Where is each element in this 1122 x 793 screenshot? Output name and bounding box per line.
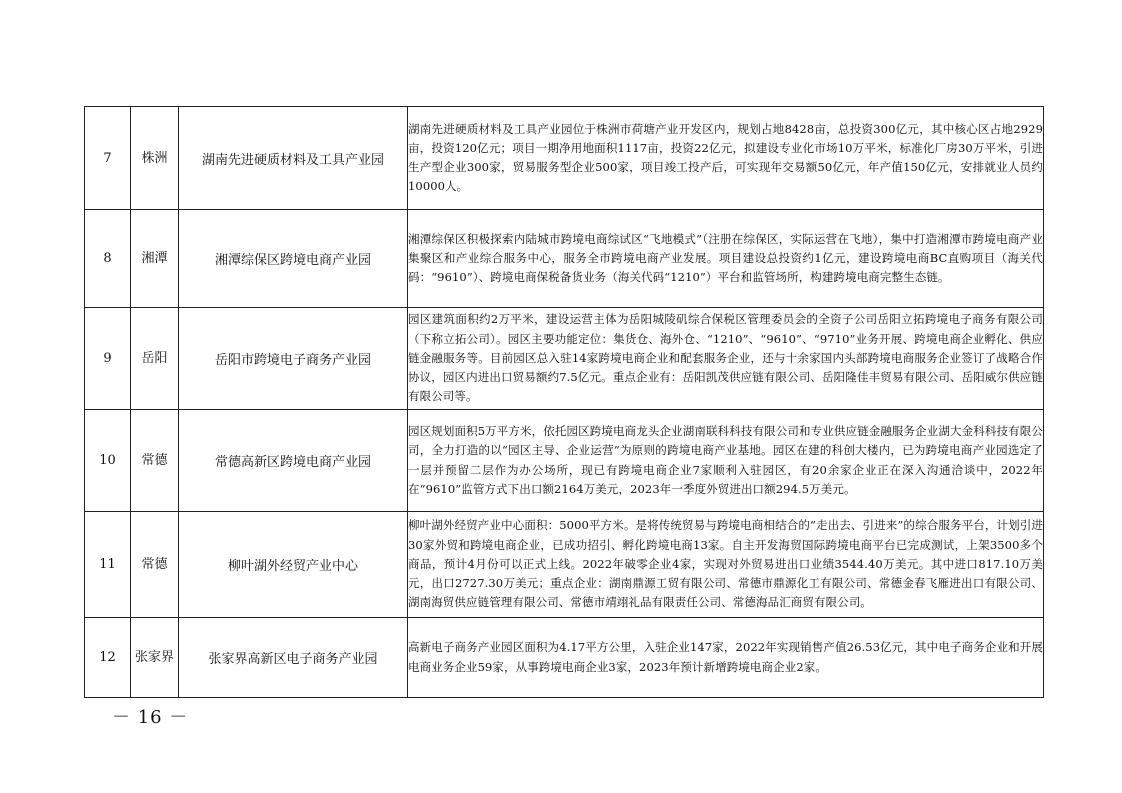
table-row — [85, 410, 1044, 512]
table-row — [85, 308, 1044, 410]
document-page — [84, 106, 1043, 698]
row-number: 8 — [85, 210, 131, 308]
page-number: － 16 － — [112, 707, 189, 728]
park-name-cell: 岳阳市跨境电子商务产业园 — [179, 308, 408, 410]
table-row — [85, 512, 1044, 618]
row-number: 11 — [85, 512, 131, 618]
park-name-cell: 湖南先进硬质材料及工具产业园 — [179, 107, 408, 210]
industrial-parks-table — [84, 106, 1044, 698]
row-number: 10 — [85, 410, 131, 512]
city-cell: 湘潭 — [131, 210, 179, 308]
park-name-cell: 湘潭综保区跨境电商产业园 — [179, 210, 408, 308]
city-cell: 常德 — [131, 410, 179, 512]
city-cell: 株洲 — [131, 107, 179, 210]
park-description-cell: 园区规划面积5万平方米，依托园区跨境电商龙头企业湖南联科科技有限公司和专业供应链金融服务企业湖大金科科技有限公司，全力打造的以“园区主导、企业运营”为原则的跨境电商产业基地。园区在建的科创大楼内，已为跨境电商产业园选定了一层并预留二层作为办公场所，现已有跨境电商企业7家顺利入驻园区，有20余家企业正在深入沟通洽谈中，2022年在“9610”监管方式下出口额2164万美元，2023年一季度外贸进出口额294.5万美元。 — [408, 410, 1044, 512]
city-cell: 常德 — [131, 512, 179, 618]
city-cell: 张家界 — [131, 618, 179, 698]
park-description-cell: 柳叶湖外经贸产业中心面积：5000平方米。是将传统贸易与跨境电商相结合的“走出去、引进来”的综合服务平台，计划引进30家外贸和跨境电商企业，已成功招引、孵化跨境电商13家。自主开发海贸国际跨境电商平台已完成测试，上架3500多个商品，预计4月份可以正式上线。2022年破零企业4家，实现对外贸易进出口业绩3544.40万美元。其中进口817.10万美元，出口2727.30万美元；重点企业：湖南鼎源工贸有限公司、常德市鼎源化工有限公司、常德金春飞雁进出口有限公司、湖南海贸供应链管理有限公司、常德市靖翊礼品有限责任公司、常德海品汇商贸有限公司。 — [408, 512, 1044, 618]
park-name-cell: 张家界高新区电子商务产业园 — [179, 618, 408, 698]
park-name-cell: 柳叶湖外经贸产业中心 — [179, 512, 408, 618]
row-number: 12 — [85, 618, 131, 698]
city-cell: 岳阳 — [131, 308, 179, 410]
table-row — [85, 210, 1044, 308]
park-description-cell: 湘潭综保区积极探索内陆城市跨境电商综试区“飞地模式”（注册在综保区，实际运营在飞地），集中打造湘潭市跨境电商产业集聚区和产业综合服务中心，服务全市跨境电商产业发展。项目建设总投资约1亿元，建设跨境电商BC直购项目（海关代码：“9610”）、跨境电商保税备货业务（海关代码“1210”）平台和监管场所，构建跨境电商完整生态链。 — [408, 210, 1044, 308]
table-row — [85, 107, 1044, 210]
row-number: 9 — [85, 308, 131, 410]
park-description-cell: 湖南先进硬质材料及工具产业园位于株洲市荷塘产业开发区内，规划占地8428亩，总投资300亿元，其中核心区占地2929亩，投资120亿元；项目一期净用地面积1117亩，投资22亿元，拟建设专业化市场10万平米，标准化厂房30万平米，引进生产型企业300家，贸易服务型企业500家，项目竣工投产后，可实现年交易额50亿元，年产值150亿元，安排就业人员约10000人。 — [408, 107, 1044, 210]
table-row — [85, 618, 1044, 698]
park-description-cell: 高新电子商务产业园区面积为4.17平方公里，入驻企业147家，2022年实现销售产值26.53亿元，其中电子商务企业和开展电商业务企业59家，从事跨境电商企业3家，2023年预计新增跨境电商企业2家。 — [408, 618, 1044, 698]
park-name-cell: 常德高新区跨境电商产业园 — [179, 410, 408, 512]
row-number: 7 — [85, 107, 131, 210]
park-description-cell: 园区建筑面积约2万平米，建设运营主体为岳阳城陵矶综合保税区管理委员会的全资子公司岳阳立拓跨境电子商务有限公司（下称立拓公司）。园区主要功能定位：集货仓、海外仓、“1210”、“9610”、“9710”业务开展、跨境电商企业孵化、供应链金融服务等。目前园区总入驻14家跨境电商企业和配套服务企业，还与十余家国内头部跨境电商服务企业签订了战略合作协议，园区内进出口贸易额约7.5亿元。重点企业有：岳阳凯茂供应链有限公司、岳阳隆佳丰贸易有限公司、岳阳威尔供应链有限公司等。 — [408, 308, 1044, 410]
